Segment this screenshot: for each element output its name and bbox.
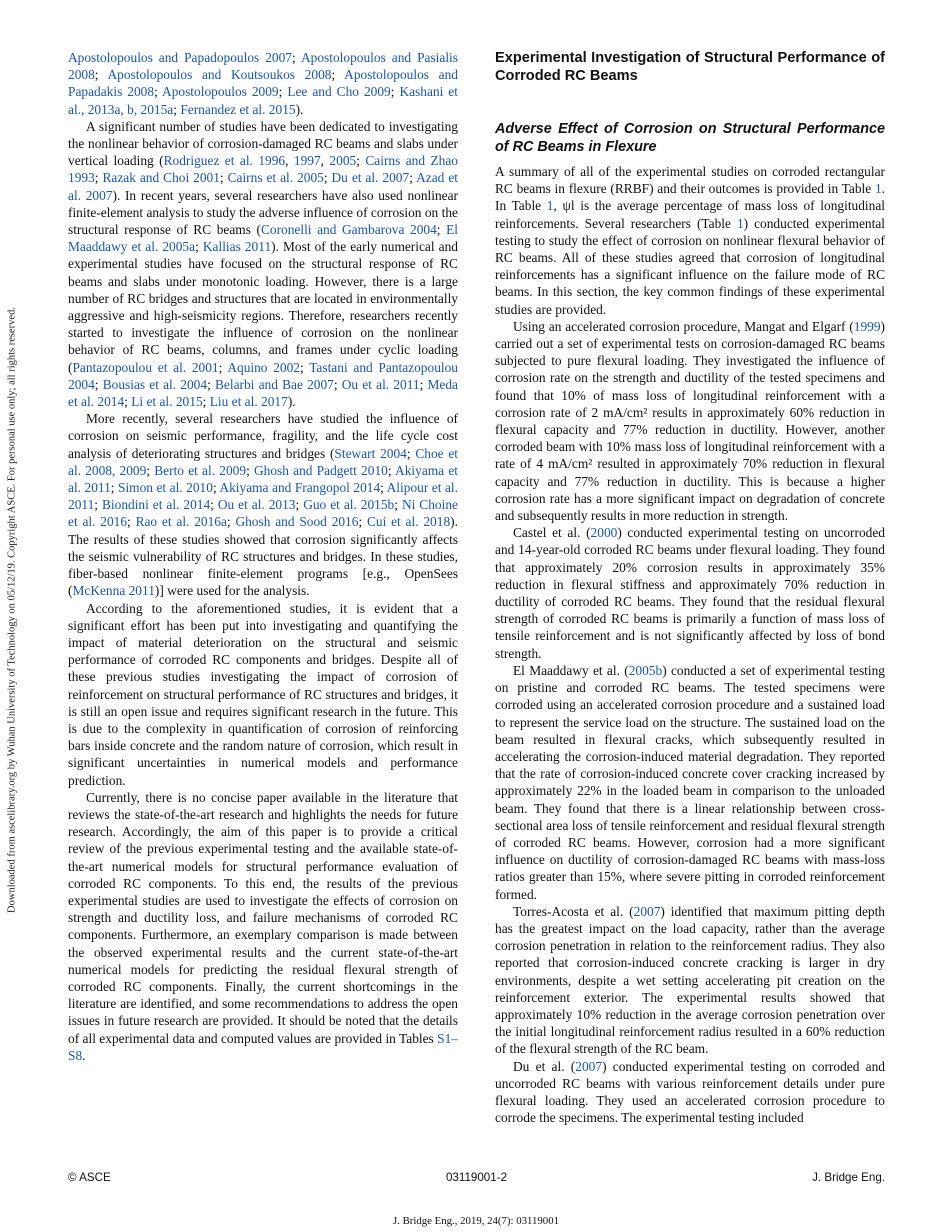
citation-link[interactable]: Ou et al. 2011 — [341, 376, 420, 392]
text-run: ; — [110, 480, 119, 496]
text-run: ; — [394, 497, 402, 513]
paragraph — [495, 1058, 885, 1127]
text-run: ; — [195, 239, 203, 255]
text-run: , ψl is the average percentage of mass loss of longitudinal reinforcements. Several researchers (Table — [495, 198, 886, 231]
citation-link[interactable]: 2007 — [633, 903, 661, 919]
text-run: ; — [210, 497, 218, 513]
citation-link[interactable]: Kashani et al., 2013a, b, 2015a — [68, 84, 458, 117]
download-notice-text: Downloaded from ascelibrary.org by Wuhan University of Technology on 05/12/19. Copyright ASCE. For personal use only; all rights reserved. — [6, 307, 18, 913]
text-run: ). — [295, 101, 304, 117]
right-column — [495, 49, 885, 1126]
text-run: ; — [387, 462, 396, 478]
text-run: ). The results of these studies showed that corrosion significantly affects the seismic vulnerability of RC structures and bridges. In these studies, fiber-based nonlinear finite-element programs [e.g., OpenSees ( — [68, 514, 458, 599]
citation-link[interactable]: Ou et al. 2013 — [217, 497, 296, 513]
citation-line: J. Bridge Eng., 2019, 24(7): 03119001 — [392, 1215, 560, 1227]
citation-link[interactable]: Pantazopoulou et al. 2001 — [72, 359, 219, 375]
text-run: ; — [173, 101, 181, 117]
citation-link[interactable]: Apostolopoulos and Koutsoukos 2008 — [107, 67, 332, 83]
text-run: ; — [390, 84, 400, 100]
citation-link[interactable]: Li et al. 2015 — [131, 394, 203, 410]
citation-link[interactable]: Belarbi and Bae 2007 — [214, 376, 334, 392]
citation-link[interactable]: Biondini et al. 2014 — [101, 497, 211, 513]
citation-link[interactable]: Tastani and Pantazopoulou 2004 — [68, 359, 458, 392]
text-run: ). — [287, 394, 296, 410]
citation-link[interactable]: McKenna 2011 — [72, 583, 155, 599]
citation-link[interactable]: Liu et al. 2017 — [209, 394, 288, 410]
text-run: Torres-Acosta et al. ( — [513, 903, 634, 919]
citation-link[interactable]: 2005 — [329, 153, 357, 169]
citation-link[interactable]: Apostolopoulos 2009 — [162, 84, 279, 100]
citation-link[interactable]: Ghosh and Padgett 2010 — [253, 462, 388, 478]
text-run: ; — [358, 514, 367, 530]
text-run: ; — [154, 84, 163, 100]
citation-link[interactable]: Coronelli and Gambarova 2004 — [260, 222, 437, 238]
text-run: ; — [278, 84, 288, 100]
citation-link[interactable]: Aquino 2002 — [227, 359, 300, 375]
paragraph — [495, 662, 885, 903]
citation-link[interactable]: Du et al. 2007 — [331, 170, 410, 186]
citation-link[interactable]: Akiyama and Frangopol 2014 — [219, 480, 381, 496]
citation-link[interactable]: Cui et al. 2018 — [366, 514, 451, 530]
citation-link[interactable]: Berto et al. 2009 — [154, 462, 247, 478]
citation-link[interactable]: Apostolopoulos and Papadakis 2008 — [68, 67, 458, 100]
paragraph — [68, 600, 458, 789]
citation-link[interactable]: 1999 — [853, 318, 881, 334]
paragraph — [495, 163, 885, 318]
text-run: A significant number of studies have been dedicated to investigating the nonlinear behavior of corrosion-damaged RC beams and slabs under vertical loading ( — [68, 118, 458, 169]
paragraph — [68, 118, 458, 410]
citation-link[interactable]: Stewart 2004 — [334, 445, 407, 461]
text-run: Currently, there is no concise paper available in the literature that reviews the state-of-the-art research and highlights the needs for future research. Accordingly, the aim of this paper is to provide a critical review of the previous experimental testing and the available state-of-the-art numerical models for structural performance evaluation of corroded RC components. To this end, the results of the previous experimental studies are used to investigate the effects of corrosion on strength and ductility loss, and failure mechanisms of corroded RC components. Furthermore, an exemplary comparison is made between the observed experimental results and the current state-of-the-art numerical models for predicting the residual flexural strength of corroded RC components. Finally, the current shortcomings in the literature are identified, and some recommendations to address the open issues in future research are provided. It should be noted that the details of all experimental data and computed values are provided in Tables — [68, 789, 458, 1046]
text-run: More recently, several researchers have studied the influence of corrosion on seismic performance, fragility, and the life cycle cost analysis of deteriorating structures and bridges ( — [68, 411, 458, 461]
text-run: A summary of all of the experimental studies on corroded rectangular RC beams in flexure (RRBF) and their outcomes is provided in Table — [495, 164, 885, 197]
download-notice — [0, 0, 24, 1232]
text-run: ; — [300, 359, 310, 375]
text-run: , — [285, 153, 294, 169]
left-column — [68, 49, 458, 1064]
text-run: Castel et al. ( — [513, 525, 591, 541]
footer-page-number: 03119001-2 — [445, 1171, 508, 1184]
text-run: )] were used for the analysis. — [154, 583, 310, 599]
citation-link[interactable]: Akiyama et al. 2011 — [68, 462, 458, 496]
text-run: El Maaddawy et al. ( — [513, 662, 629, 678]
citation-link[interactable]: Apostolopoulos and Pasialis 2008 — [68, 50, 458, 83]
text-run: ) conducted a set of experimental testing on pristine and corroded RC beams. The tested specimens were corroded using an accelerated corrosion procedure and a sustained load to represent the service load on the structure. The sustained load on the beam resulted in flexural cracks, which subsequently resulted in accelerating the corrosion-induced material degradation. They reported that the rate of corrosion-induced concrete cover cracking increased by approximately 22% in the loaded beam in comparison to the unloaded beam. They found that there is a linear relationship between cross-sectional area loss of tensile reinforcement and residual flexural strength of corroded RC beams. However, corrosion had a more significant influence on ductility of corrosion-damaged RC beams with mass-loss ratios greater than 15%, where severe pitting in corroded reinforcement formed. — [495, 662, 885, 902]
citation-link[interactable]: Alipour et al. 2011 — [68, 480, 458, 513]
text-run: ). In recent years, several researchers have also used nonlinear finite-element analysis to study the adverse influence of corrosion on the structural response of RC beams ( — [68, 187, 459, 238]
text-run: ; — [146, 462, 155, 478]
text-run: ; — [406, 445, 416, 461]
text-run: ; — [94, 497, 102, 513]
citation-link[interactable]: Simon et al. 2010 — [118, 480, 213, 496]
citation-link[interactable]: Rodriguez et al. 1996 — [163, 153, 286, 169]
text-run: ; — [94, 67, 108, 83]
text-run: ; — [323, 170, 332, 186]
citation-link[interactable]: Ghosh and Sood 2016 — [235, 514, 359, 530]
text-run: ; — [331, 67, 345, 83]
citation-link[interactable]: 2007 — [575, 1058, 603, 1074]
citation-link[interactable]: Razak and Choi 2001 — [102, 170, 220, 186]
text-run: ; — [127, 514, 136, 530]
section-title: Experimental Investigation of Structural Performance of Corroded RC Beams — [495, 50, 885, 84]
text-run: , — [320, 153, 330, 169]
text-run: ) carried out a set of experimental tests on corrosion-damaged RC beams subjected to pure flexural loading. They investigated the influence of corrosion rate on the strength and ductility of the tested specimens and found that 10% of mass loss of longitudinal reinforcement with a corrosion rate of 2 mA/cm² results in approximately 60% reduction in flexural capacity and 77% reduction in ductility. However, another corroded beam with 10% mass loss of longitudinal reinforcement with a rate of 4 mA/cm² resulted in approximately 70% reduction in flexural capacity and 77% reduction in ductility. This is because a higher corrosion rate has a more significant impact on degradation of concrete and subsequently results in more reduction in strength. — [495, 318, 885, 524]
text-run: ) conducted experimental testing on corroded and uncorroded RC beams with various reinforcement details under pure flexural loading. They used an accelerated corrosion procedure to corrode the specimens. The experimental testing included — [495, 1058, 885, 1126]
text-run: ; — [207, 376, 215, 392]
text-run: ; — [380, 480, 387, 496]
paragraph — [68, 49, 458, 118]
citation-link[interactable]: Rao et al. 2016a — [135, 514, 227, 530]
text-run: ; — [94, 170, 103, 186]
citation-link[interactable]: 1 — [736, 215, 744, 231]
text-run: According to the aforementioned studies, it is evident that a significant effort has been put into investigating and quantifying the impact of material deterioration on the structural and seismic performance of corroded RC components and bridges. Despite all of these previous studies investigating the impact of corrosion of reinforcement on structural performance of RC structures and bridges, it is still an open issue and requires significant research in the future. This is due to the complexity in quantification of corrosion of reinforcing bars inside concrete and the random nature of corrosion, which result in significant uncertainties in numerical models and performance prediction. — [68, 600, 458, 788]
paragraph — [68, 410, 458, 599]
citation-link[interactable]: Apostolopoulos and Papadopoulos 2007 — [68, 50, 292, 65]
text-run: ; — [202, 394, 210, 410]
citation-link[interactable]: Fernandez et al. 2015 — [180, 101, 296, 117]
text-run: ; — [356, 153, 366, 169]
paragraph — [68, 789, 458, 1064]
text-run: ; — [124, 394, 132, 410]
text-run: ; — [409, 170, 417, 186]
text-run: ; — [292, 50, 301, 65]
text-run: ; — [218, 359, 228, 375]
citation-link[interactable]: Choe et al. 2008, 2009 — [68, 445, 458, 478]
citation-link[interactable]: S1–S8 — [68, 1030, 458, 1063]
text-run: ; — [295, 497, 304, 513]
text-run: ) conducted experimental testing on uncorroded and 14-year-old corroded RC beams under flexural loading. They found that approximately 20% corrosion results in approximately 35% reduction in flexural stiffness and approximately 70% reduction in ductility of corroded RC beams. They found that the residual flexural strength of corroded RC beams is primarily a function of mass loss of tensile reinforcement and is not significantly affected by loss of bond strength. — [495, 525, 885, 661]
citation-link[interactable]: Ni Choine et al. 2016 — [68, 497, 458, 530]
text-run: Du et al. ( — [513, 1058, 576, 1074]
text-run: ; — [246, 462, 254, 478]
text-run: ; — [436, 222, 447, 238]
text-run: ; — [333, 376, 342, 392]
text-run: ) conducted experimental testing to study the effect of corrosion on nonlinear flexural behavior of RC beams. All of these studies agreed that corrosion of longitudinal reinforcements has a significant influence on the failure mode of RC beams. In this section, the key common findings of these experimental studies are provided. — [495, 215, 885, 317]
text-run: ; — [219, 170, 228, 186]
paragraph — [495, 318, 885, 524]
citation-link[interactable]: Cairns et al. 2005 — [227, 170, 324, 186]
subsection-title: Adverse Effect of Corrosion on Structural Performance of RC Beams in Flexure — [495, 121, 885, 155]
text-run: ) identified that maximum pitting depth has the greatest impact on the load capacity, rather than the average corrosion penetration in relation to the reinforcement radius. They also reported that corrosion-induced concrete cracking is larger in dry environments, despite a wet setting accelerating pit creation on the reinforcement exterior. The experimental results showed that approximately 10% reduction in the average corrosion penetration over the initial longitudinal reinforcement radius resulted in a 60% reduction of the flexural strength of the RC beam. — [495, 903, 885, 1057]
text-run: Using an accelerated corrosion procedure, Mangat and Elgarf ( — [513, 318, 854, 334]
citation-link[interactable]: Bousias et al. 2004 — [102, 376, 208, 392]
citation-link[interactable]: 2000 — [590, 525, 618, 541]
paragraph — [495, 903, 885, 1058]
citation-link[interactable]: El Maaddawy et al. 2005a — [68, 222, 458, 255]
citation-link[interactable]: 1 — [874, 181, 882, 197]
text-run: ; — [94, 376, 103, 392]
text-run: ; — [226, 514, 236, 530]
citation-link[interactable]: Azad et al. 2007 — [68, 170, 458, 203]
paragraph — [495, 524, 885, 662]
citation-link[interactable]: 2005b — [628, 662, 663, 678]
citation-link[interactable]: Cairns and Zhao 1993 — [68, 153, 458, 186]
footer-copyright: © ASCE — [68, 1171, 111, 1184]
text-run: . In Table — [495, 181, 885, 214]
footer-journal: J. Bridge Eng. — [812, 1171, 885, 1184]
text-run: ; — [212, 480, 220, 496]
citation-link[interactable]: Kallias 2011 — [202, 239, 272, 255]
citation-link[interactable]: Meda et al. 2014 — [68, 376, 459, 410]
citation-link[interactable]: Lee and Cho 2009 — [287, 84, 391, 100]
citation-link[interactable]: Guo et al. 2015b — [303, 497, 395, 513]
text-run: ). Most of the early numerical and experimental studies have focused on the structural response of RC beams and slabs under monotonic loading. However, there is a large number of RC bridges and structures that are located in environmentally aggressive and high-seismicity regions. Therefore, researchers recently started to investigate the influence of corrosion on the nonlinear behavior of RC beams, columns, and frames under cyclic loading ( — [68, 239, 458, 375]
text-run: ; — [419, 376, 428, 392]
citation-link[interactable]: 1997 — [293, 153, 321, 169]
text-run: . — [82, 1047, 86, 1063]
citation-link[interactable]: 1 — [546, 198, 554, 214]
